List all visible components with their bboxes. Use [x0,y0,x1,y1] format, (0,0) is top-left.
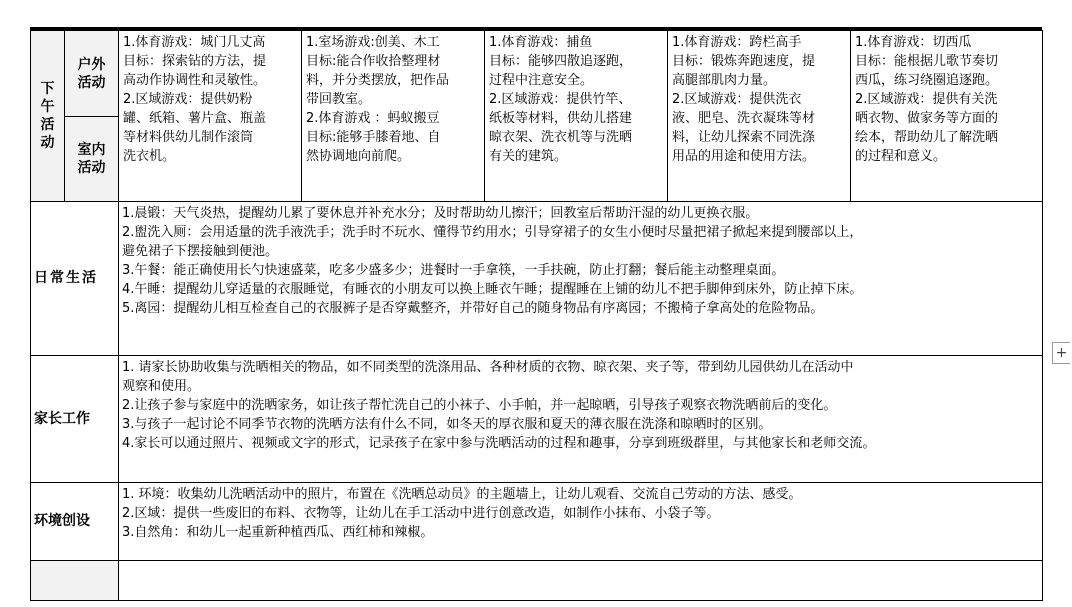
afternoon-line: 晒衣物、做家务等方面的 [855,111,999,126]
next-section-content [119,561,1043,601]
environment-line: 1. 环境：收集幼儿洗晒活动中的照片，布置在《洗晒总动员》的主题墙上，让幼儿观看、交流自己劳动的方法、感受。 [122,487,802,502]
afternoon-section-label [31,31,65,202]
lesson-plan-sheet [30,27,1042,607]
daily-life-line: 避免裙子下摆接触到便池。 [122,244,279,259]
afternoon-line: 1.体育游戏：捕鱼 [489,35,593,50]
afternoon-day-2 [302,31,485,202]
afternoon-line: 等材料供幼儿制作滚筒 [123,130,254,145]
afternoon-line: 目标:能合作收拾整理材 [306,54,441,69]
daily-life-line: 1.晨锻：天气炎热，提醒幼儿累了要休息并补充水分；及时帮助幼儿擦汗；回教室后帮助汗湿的幼儿更换衣服。 [122,206,759,221]
afternoon-line: 带回教室。 [306,92,372,107]
parent-work-line: 3.与孩子一起讨论不同季节衣物的洗晒方法有什么不同，如冬天的厚衣服和夏天的薄衣服在洗涤和晾晒时的区别。 [122,417,772,432]
parent-work-label-text: 家长工作 [34,410,90,427]
afternoon-line: 1.体育游戏：切西瓜 [855,35,972,50]
environment-line: 3.自然角：和幼儿一起重新种植西瓜、西红柿和辣椒。 [122,525,434,540]
afternoon-line: 目标:能够手膝着地、自 [306,130,441,145]
afternoon-line: 有关的建筑。 [489,149,568,164]
afternoon-line: 洗衣机。 [123,149,176,164]
environment-label [31,483,119,561]
daily-life-line: 3.午餐：能正确使用长勺快速盛菜，吃多少盛多少；进餐时一手拿筷，一手扶碗，防止打翻；餐后能主动整理桌面。 [122,263,785,278]
plus-icon: + [1055,345,1068,361]
environment-line: 2.区域：提供一些废旧的布料、衣物等，让幼儿在手工活动中进行创意改造，如制作小抹布、小袋子等。 [122,506,720,521]
afternoon-line: 的过程和意义。 [855,149,947,164]
afternoon-line: 高动作协调性和灵敏性。 [123,73,267,88]
daily-life-line: 4.午睡：提醒幼儿穿适量的衣服睡觉，有睡衣的小朋友可以换上睡衣午睡；提醒睡在上铺的幼儿不把手脚伸到床外，防止掉下床。 [122,282,863,297]
daily-life-content [119,202,1043,356]
afternoon-line: 2.体育游戏 ：蚂蚁搬豆 [306,111,440,126]
afternoon-day-4 [668,31,851,202]
daily-life-label [31,202,119,356]
afternoon-line: 料，让幼儿探索不同洗涤 [672,130,816,145]
afternoon-line: 2.区域游戏：提供洗衣 [672,92,802,107]
afternoon-line: 目标：能根据儿歌节奏切 [855,54,999,69]
parent-work-line: 2.让孩子参与家庭中的洗晒家务，如让孩子帮忙洗自己的小袜子、小手帕，并一起晾晒，引导孩子观察衣物洗晒前后的变化。 [122,398,837,413]
afternoon-line: 目标：能够四散追逐跑， [489,54,633,69]
parent-work-content [119,356,1043,483]
afternoon-line: 高腿部肌肉力量。 [672,73,777,88]
afternoon-line: 2.区域游戏：提供有关洗 [855,92,998,107]
afternoon-line: 1.体育游戏：跨栏高手 [672,35,802,50]
indoor-label-text: 室内活动 [77,142,106,176]
afternoon-line: 用品的用途和使用方法。 [672,149,816,164]
environment-label-text: 环境创设 [34,513,90,529]
parent-work-line: 1. 请家长协助收集与洗晒相关的物品，如不同类型的洗涤用品、各种材质的衣物、晾衣架、夹子等，带到幼儿园供幼儿在活动中 [122,360,854,375]
parent-work-label [31,356,119,483]
afternoon-day-5 [851,31,1043,202]
parent-work-line: 观察和使用。 [122,379,201,394]
add-row-button[interactable] [1052,342,1070,364]
afternoon-line: 然协调地向前爬。 [306,149,411,164]
afternoon-line: 1.体育游戏：城门几丈高 [123,35,266,50]
afternoon-line: 过程中注意安全。 [489,73,594,88]
next-section-label [31,561,119,601]
afternoon-label-text: 下午活动 [40,81,55,151]
daily-life-line: 5.离园：提醒幼儿相互检查自己的衣服裤子是否穿戴整齐，并带好自己的随身物品有序离园；不搬椅子拿高处的危险物品。 [122,301,824,316]
weekly-plan-table [30,30,1043,601]
afternoon-line: 目标：锻炼奔跑速度，提 [672,54,816,69]
afternoon-line: 2.区域游戏：提供竹竿、 [489,92,632,107]
afternoon-day-1 [119,31,302,202]
afternoon-line: 1.室场游戏:创美、木工 [306,35,440,50]
afternoon-line: 料，并分类摆放，把作品 [306,73,450,88]
afternoon-day-3 [485,31,668,202]
afternoon-line: 纸板等材料，供幼儿搭建 [489,111,633,126]
indoor-activity-label [65,117,119,202]
parent-work-line: 4.家长可以通过照片、视频或文字的形式，记录孩子在家中参与洗晒活动的过程和趣事，分享到班级群里，与其他家长和老师交流。 [122,436,876,451]
afternoon-line: 罐、纸箱、薯片盒、瓶盖 [123,111,267,126]
environment-content [119,483,1043,561]
daily-life-line: 2.盥洗入厕：会用适量的洗手液洗手；洗手时不玩水、懂得节约用水；引导穿裙子的女生小便时尽量把裙子掀起来提到腰部以上， [122,225,863,240]
afternoon-line: 绘本，帮助幼儿了解洗晒 [855,130,999,145]
daily-life-label-text: 日常生活 [34,270,98,286]
outdoor-activity-label [65,31,119,117]
afternoon-line: 目标：探索钻的方法，提 [123,54,267,69]
afternoon-line: 晾衣架、洗衣机等与洗晒 [489,130,633,145]
afternoon-line: 2.区域游戏：提供奶粉 [123,92,253,107]
afternoon-line: 西瓜，练习绕圈追逐跑。 [855,73,999,88]
afternoon-line: 液、肥皂、洗衣凝珠等材 [672,111,816,126]
outdoor-label-text: 户外活动 [77,56,106,91]
